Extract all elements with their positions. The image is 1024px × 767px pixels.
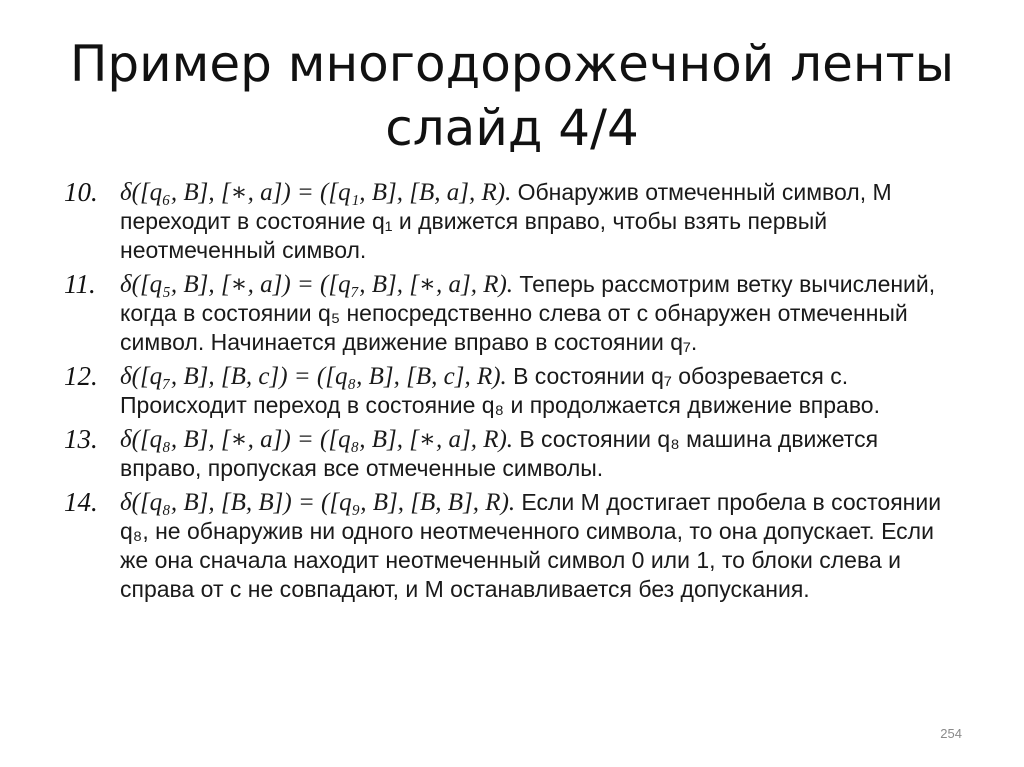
slide-title: [60, 32, 964, 160]
item-number: 14.: [64, 487, 98, 517]
title-line-2: слайд 4/4: [385, 99, 639, 157]
item-number: 11.: [64, 269, 96, 299]
transition-formula: δ([q₈, B], [∗, a]) = ([q₈, B], [∗, a], R).: [120, 426, 520, 453]
item-number: 13.: [64, 424, 98, 454]
item-body: [120, 178, 964, 265]
item-description: Если M достигает пробела в состоянии q₈, не обнаружив ни одного неотмеченного символа, то она допускает. Если же она сначала находит неотмеченный символ 0 или 1, то блоки слева и справа от c не совпадают, и M останавливается без допускания.: [120, 489, 942, 602]
item-description: В состоянии q₇ обозревается c. Происходит переход в состояние q₈ и продолжается движение вправо.: [120, 363, 880, 418]
item-description: Теперь рассмотрим ветку вычислений, когда в состоянии q₅ непосредственно слева от c обнаружен отмеченный символ. Начинается движение вправо в состоянии q₇.: [120, 271, 936, 355]
list-item: [64, 178, 964, 265]
item-description: В состоянии q₈ машина движется вправо, пропуская все отмеченные символы.: [120, 426, 879, 481]
item-description: Обнаружив отмеченный символ, M переходит в состояние q₁ и движется вправо, чтобы взять первый неотмеченный символ.: [120, 179, 892, 263]
transition-formula: δ([q₅, B], [∗, a]) = ([q₇, B], [∗, a], R).: [120, 271, 520, 298]
rule-list: [64, 178, 964, 609]
item-number: 10.: [64, 177, 98, 207]
page-number: 254: [940, 726, 962, 741]
item-body: [120, 488, 964, 604]
list-item: [64, 362, 964, 420]
item-body: [120, 425, 964, 483]
title-line-1: Пример многодорожечной ленты: [69, 35, 955, 93]
item-body: [120, 270, 964, 357]
item-number: 12.: [64, 361, 98, 391]
list-item: [64, 425, 964, 483]
transition-formula: δ([q₇, B], [B, c]) = ([q₈, B], [B, c], R).: [120, 363, 514, 390]
list-item: [64, 488, 964, 604]
transition-formula: δ([q₆, B], [∗, a]) = ([q₁, B], [B, a], R).: [120, 179, 518, 206]
transition-formula: δ([q₈, B], [B, B]) = ([q₉, B], [B, B], R).: [120, 489, 522, 516]
item-body: [120, 362, 964, 420]
list-item: [64, 270, 964, 357]
